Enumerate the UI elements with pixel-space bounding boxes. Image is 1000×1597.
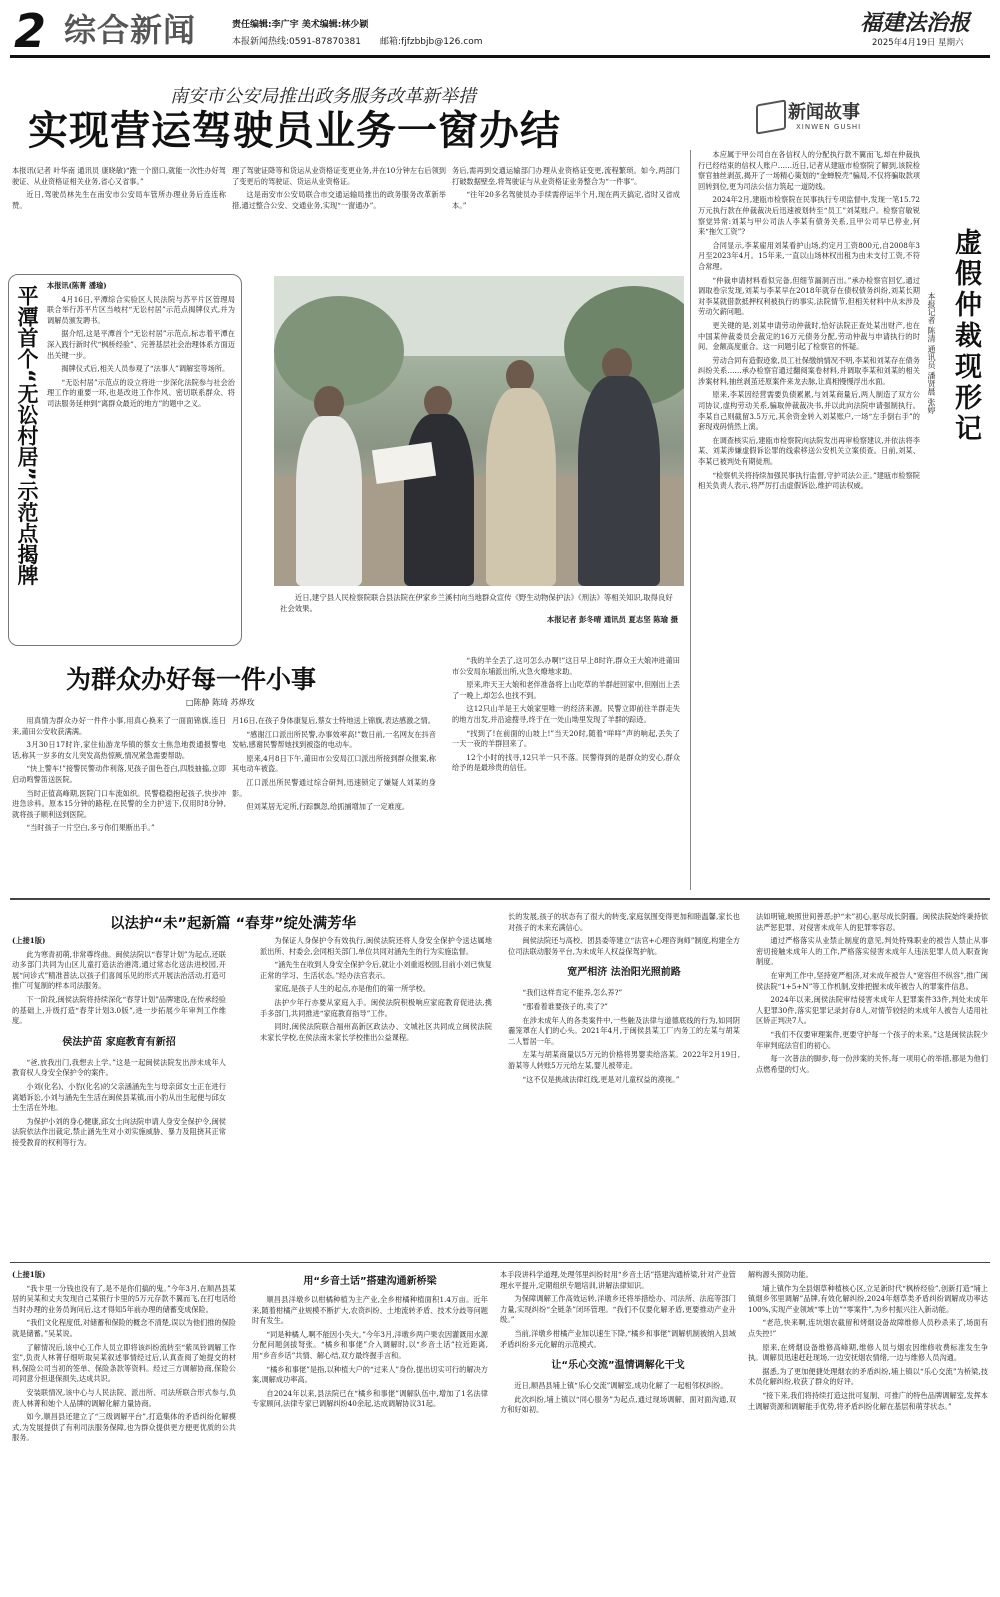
youth-paragraph: 长的发展,孩子的状态有了很大的转变,家庭氛围变得更加和睦温馨,家长也对孩子的未来充满信心。 xyxy=(508,912,740,932)
middle-paragraph: 但刘某居无定所,行踪飘忽,给抓捕增加了一定难度。 xyxy=(246,802,410,812)
middle-paragraph: “感谢江口派出所民警,办事效率高!”数日前,一名网友在抖音发帖,感谢民警帮她找到被盗的电动车。 xyxy=(232,729,436,750)
person-head xyxy=(314,386,344,420)
youth-paragraph: “爸,放我出门,我想去上学。”这是一起闽侯法院发出涉未成年人教育权人身安全保护令的案件。 xyxy=(12,1057,226,1078)
youth-paragraph: 每一次普法的脚步,每一份涉案的关怀,每一项用心的举措,都是为他们点燃希望的灯火。 xyxy=(756,1054,988,1074)
section-divider xyxy=(10,898,990,900)
right-paragraph: “仲裁申请材料看似完备,但细节漏洞百出。”承办检察官回忆,通过调取卷宗发现,刘某与李某早在2018年就存在债权债务纠纷,刘某长期对李某就借款抵押权利被执行的事实,法院情节,但相关材料中从未涉及劳动欠薪问题。 xyxy=(698,275,920,317)
middle-paragraph: “当时孩子一片空白,多亏你们果断出手。” xyxy=(26,823,155,833)
lead-paragraph: “往年20多名驾驶员办手续需停运半个月,现在两天搞定,省时又省成本。” xyxy=(452,190,680,210)
bottom-subhead-1: 用“乡音土话”搭建沟通新桥梁 xyxy=(303,1276,437,1287)
news-story-logo-en: XINWEN GUSHI xyxy=(796,123,862,131)
bottom-paragraph: “接下来,我们将持续打造这批可复制、可推广的特色品牌调解室,发挥本土调解资源和调解能手优势,将矛盾纠纷化解在基层和萌芽状态。” xyxy=(748,1390,988,1411)
middle-col-2 xyxy=(232,716,436,816)
lead-col-3 xyxy=(452,166,680,214)
pingtan-box xyxy=(8,274,242,646)
middle-paragraph: 当时正值高峰期,医院门口车流如织。民警稳稳抱起孩子,快步冲进急诊科。原本15分钟的路程,在民警的全力护送下,仅用时8分钟,就将孩子顺利送到医院。 xyxy=(12,788,226,819)
email: 邮箱:fjfzbbjb@126.com xyxy=(380,37,483,47)
photo-caption xyxy=(280,592,678,625)
bottom-paragraph: 了解情况后,该中心工作人员立即将该纠纷流转至“紫凤铃调解工作室”,负责人林菁仔细听取吴某叙述事情经过后,认真查阅了她提交的材料,保险公司当初的签单、保险条款等资料。经过三方调解协商,保险公司同意分担退保损失,达成共识。 xyxy=(12,1342,236,1384)
right-paragraph: 本应属于甲公司自在各信权人的分配执行款不翼而飞,却在仲裁执行已经结束的信权人账户……近日,记者从建瓯市检察院了解到,该院检察官抽丝剥茧,揭开了一场精心策划的“金蝉脱壳”骗局,不仅将骗取款项回转到位,更为司法公信力筑起一道防线。 xyxy=(698,150,920,191)
lead-kicker: 南安市公安局推出政务服务改革新举措 xyxy=(170,86,476,107)
youth-paragraph: 法如明镜,映照世间善恶;护“未”初心,驱尽成长阴霾。闽侯法院始终秉持依法严惩犯罪、对侵害未成年人的犯罪零容忍。 xyxy=(756,912,988,932)
lead-col-2 xyxy=(232,166,446,214)
bottom-paragraph: 安装联情况,该中心与人民法院、派出所、司法所联合形式参与,负责人林菁和她个人品牌的调解化解力量协商。 xyxy=(12,1387,236,1408)
bottom-left-col-1 xyxy=(12,1270,236,1447)
middle-paragraph: 原来,昨天王大娘和老伴准备将上山吃草的羊群赶回家中,但刚出上丢了一晚上,却怎么也找不到。 xyxy=(452,680,680,700)
youth-subhead-1: 侯法护苗 家庭教育有新招 xyxy=(62,1036,176,1048)
youth-subhead-2: 宽严相济 法治阳光照前路 xyxy=(567,967,681,979)
youth-paragraph: “涵先生在收到人身安全保护令后,就让小刘重返校园,目前小刘已恢复正常的学习、生活状态。”经办法官表示。 xyxy=(260,960,492,980)
pingtan-headline: 平潭首个“无讼村居”示范点揭牌 xyxy=(15,285,39,586)
news-story-logo xyxy=(756,96,896,138)
hotline: 本报新闻热线:0591-87870381 xyxy=(232,37,361,47)
bottom-paragraph: 本手段讲科学道理,处理邻里纠纷时用“乡音土话”搭建沟通桥梁,针对产业管理水平提升,定期组织专题培训,讲解法律知识。 xyxy=(500,1270,736,1290)
book-icon xyxy=(756,99,786,134)
pingtan-body xyxy=(47,281,235,413)
issue-date: 2025年4月19日 星期六 xyxy=(872,38,964,48)
youth-col-2 xyxy=(260,936,492,1046)
header-rule xyxy=(10,55,990,58)
bottom-paragraph: 埔上镇作为全县烟草种植核心区,立足新时代“枫桥经验”,创新打造“埔上镇烟乡邻里调解”品牌,有效化解纠纷,2024年烟草类矛盾纠纷调解成功率达100%,实现产业领域“零上访”“零案件”,为乡村振兴注入新动能。 xyxy=(748,1283,988,1314)
person-figure xyxy=(404,414,474,586)
bottom-paragraph: 据悉,为了更加便捷处理烟农的矛盾纠纷,埔上镇以“乐心交流”为桥梁,技术员化解纠纷,收获了群众的好评。 xyxy=(748,1366,988,1387)
bottom-paragraph: 原来,在烤烟设备维修高峰期,维修人员与烟农因维修收费标准发生争执。调解员迅速赶赴现场,一边安抚烟农情绪,一边与维修人员沟通。 xyxy=(748,1342,988,1363)
bottom-kicker: (上接1版) xyxy=(12,1270,46,1279)
bottom-paragraph: 此次纠纷,埔上镇以“同心服务”为起点,通过现场调解、面对面沟通,双方和好如初。 xyxy=(500,1394,736,1415)
youth-paragraph: “这不仅是挑战法律红线,更是对儿童权益的漠视。” xyxy=(522,1074,680,1084)
section-divider xyxy=(10,1262,990,1263)
youth-paragraph: 2024年以来,闽侯法院审结侵害未成年人犯罪案件33件,判处未成年人犯罪30件,落实犯罪记录封存8人,对情节较轻的未成年人被告人适用社区矫正判决7人。 xyxy=(756,995,988,1026)
bottom-paragraph: 自2024年以来,县法院已在“橘乡和事佬”调解队伍中,增加了1名法律专家顾问,法律专家已调解纠纷40余起,达成调解协议31起。 xyxy=(252,1388,488,1409)
bottom-paragraph: 当前,洋墩乡柑橘产业加以速生下降,“橘乡和事佬”调解机制被纳入县域矛盾纠纷多元化解的示范模式。 xyxy=(500,1328,736,1349)
section-title: 综合新闻 xyxy=(64,11,197,49)
page-number: 2 xyxy=(14,4,47,58)
youth-col-1 xyxy=(12,936,226,1152)
lead-headline: 实现营运驾驶员业务一窗办结 xyxy=(28,108,561,154)
youth-paragraph: 小刘(化名)、小豹(化名)的父亲涵涵先生与母亲邱女士正在进行离婚诉讼,小刘与涵先生生活在闽侯县某镇,而小豹从出生起便与邱女士生活在外地。 xyxy=(12,1081,226,1113)
youth-paragraph: “我们这样肯定不能养,怎么养?” xyxy=(522,988,623,998)
youth-paragraph: 在审判工作中,坚持宽严相济,对未成年被告人“宽容但不纵容”,推广闽侯法院“1+5+N”等工作机制,安排把握未成年被告人的罪案件信息。 xyxy=(756,970,988,991)
middle-paragraph: 用真情为群众办好一件件小事,用真心换来了一面面锦旗,连日来,莆田公安收获满满。 xyxy=(12,716,226,736)
lead-paragraph: 这是南安市公安局联合市交通运输局推出的政务服务改革新举措,通过整合公安、交通业务,实现“一窗通办”。 xyxy=(232,190,446,210)
youth-paragraph: 此为寒青初萌,非常尊终曲。闽侯法院以“春芽计划”为起点,还联动多部门共同为山区儿童打造法治港湾,通过常态化送法进校园,开展“问诊式”精准普法,以孩子们喜闻乐见的形式开展法治活动,打造可推广可复制的样本司法服务。 xyxy=(12,949,226,991)
youth-col-3 xyxy=(508,912,740,1088)
middle-paragraph: “找到了!在前面的山坡上!”当天20时,随着“咩咩”声的响起,丢失了一天一夜的羊群回来了。 xyxy=(452,728,680,749)
youth-paragraph: 同时,闽侯法院联合福州高新区政法办、文城社区共同成立闽侯法院未家长学校,在侯法南未家长学校推出公益课程。 xyxy=(260,1022,492,1042)
youth-paragraph: 闽侯法院还与高校、团县委等建立“法官+心理咨询师”制度,构建全方位司法联动服务平台,为未成年人权益保驾护航。 xyxy=(508,936,740,956)
middle-paragraph: 12个小时的找寻,12只羊一只不落。民警得到的是群众的安心,群众给予的是最珍贵的信任。 xyxy=(452,752,680,773)
youth-paragraph: 为保护小刘的身心健康,邱女士向法院申请人身安全保护令,闽侯法院依法作出裁定,禁止涵先生对小刘实施威胁、暴力及阻挠其正常接受教育的权利等行为。 xyxy=(12,1116,226,1147)
pingtan-paragraph: “无讼村居”示范点的设立将进一步深化法院参与社会治理工作的重要一环,也是改进工作作风、密切联系群众、将司法服务延伸到“离群众最近的地方”的题中之义。 xyxy=(47,377,235,408)
youth-paragraph: 下一阶段,闽侯法院将持续深化“春芽计划”品牌建设,在传承经验的基础上,升级打造“春芽计划3.0版”,进一步拓展少年审判工作维度。 xyxy=(12,994,226,1026)
bottom-subhead-2: 让“乐心交流”温情调解化干戈 xyxy=(551,1360,685,1372)
pingtan-paragraph: 据介绍,这是平潭首个“无讼村居”示范点,标志着平潭在深入践行新时代“枫桥经验”、完善基层社会治理体系方面迈出关键一步。 xyxy=(47,329,235,360)
editors-line: 责任编辑:李广宇 美术编辑:林少颖 xyxy=(232,20,369,30)
middle-headline: 为群众办好每一件小事 xyxy=(66,665,317,694)
right-paragraph: 在调查核实后,建瓯市检察院向法院发出再审检察建议,并依法将李某、刘某涉嫌虚假诉讼罪的线索移送公安机关立案侦查。日前,刘某、李某已被判处有期徒刑。 xyxy=(698,435,920,467)
bottom-mid-col-1 xyxy=(252,1270,488,1413)
youth-paragraph: 为保证人身保护令有效执行,闽侯法院还将人身安全保护令送达属地派出所、村委会,会同相关部门,单位共同对涵先生的行为实施监督。 xyxy=(260,936,492,956)
middle-paragraph: 江口派出所民警通过综合研判,迅速锁定了嫌疑人刘某的身影。 xyxy=(232,777,436,798)
youth-paragraph: 在涉未成年人的各类案件中,一些触及法律与道德底线的行为,如同阴霾笼罩在人们的心头。2021年4月,于闽侯县某工厂内务工的左某与胡某二人暂居一年。 xyxy=(508,1015,740,1046)
middle-paragraph: 3月30日17时许,家住仙游龙华镇的蔡女士焦急地拨通报警电话,称其一岁多的女儿突发高热惊厥,情况紧急需要帮助。 xyxy=(12,740,226,760)
bottom-paragraph: “橘乡和事佬”是指,以种植大户的“过来人”身份,提出切实可行的解决方案,调解成功率高。 xyxy=(252,1364,488,1385)
lead-paragraph: 理了驾驶证降等和货运从业资格证变更业务,并在10分钟左右后领到了变更后的驾驶证、货运从业资格证。 xyxy=(232,166,446,186)
person-figure xyxy=(486,388,556,586)
middle-col-1 xyxy=(12,716,226,837)
right-paragraph: 原来,李某因经营需要负债累累,与刘某商量后,两人制造了双方公司协议,虚构劳动关系,骗取仲裁裁决书,并以此向法院申请强制执行。李某自己则截留3.5万元,其余资金转入刘某账户,一场“左手倒右手”的套现戏码悄然上演。 xyxy=(698,390,920,432)
pingtan-byline: 本报讯(陈菁 潘瑜) xyxy=(47,281,107,290)
column-divider xyxy=(690,150,691,890)
bottom-paragraph: “老范,快来啊,连坑烟农截留和烤烟设备故障维修人员秒杀来了,场面有点失控!” xyxy=(748,1318,988,1338)
right-paragraph: 更关键的是,刘某申请劳动仲裁时,恰好法院正查处某出财产,也在中国某仲裁委员会裁定的16万元债务分配,劳动仲裁与申请执行的时间、金额高度重合。这一问题引起了检察官的怀疑。 xyxy=(698,320,920,352)
pingtan-paragraph: 揭牌仪式后,相关人员参观了“法事人”调解室等场所。 xyxy=(61,364,230,374)
bottom-right-col xyxy=(748,1270,988,1415)
pingtan-paragraph: 4月16日,平潭综合实验区人民法院与苏平片区管理局联合举行苏平片区当岐村“无讼村居”示范点揭牌仪式,并为调解员颁发聘书。 xyxy=(47,294,235,325)
right-paragraph: “检察机关将持续加强民事执行监督,守护司法公正。”建瓯市检察院相关负责人表示,将严厉打击虚假诉讼,维护司法权威。 xyxy=(698,470,920,491)
bottom-paragraph: 近日,顺昌县埔上镇“乐心交流”调解室,成功化解了一起相邻权纠纷。 xyxy=(514,1381,728,1391)
masthead-logo: 福建法治报 xyxy=(860,10,971,36)
middle-paragraph: 原来,4月8日下午,莆田市公安局江口派出所接到群众报案,称其电动车被盗。 xyxy=(232,753,436,774)
bottom-paragraph: “同是种橘人,啊不能因小失大。”今年3月,洋墩乡两户果农因灌溉用水源分配问题剑拔弩张。“橘乡和事佬”介入调解时,以“乡音土话”拉近距离,用“乡音乡话”共情、解心结,双方最终握手言和。 xyxy=(252,1329,488,1360)
photo-caption-text: 近日,建宁县人民检察院联合县法院在伊家乡兰溪村向当地群众宣传《野生动物保护法》《刑法》等相关知识,取得良好社会效果。 xyxy=(280,593,673,613)
youth-kicker: (上接1版) xyxy=(12,936,46,945)
middle-paragraph: 月16日,在孩子身体康复后,蔡女士特地送上锦旗,表达感激之情。 xyxy=(232,716,435,725)
youth-col-4 xyxy=(756,912,988,1078)
news-photo xyxy=(274,276,684,586)
youth-paragraph: “我们不仅要审理案件,更要守护每一个孩子的未来。”这是闽侯法院少年审判庭法官们的初心。 xyxy=(756,1029,988,1050)
lead-col-1 xyxy=(12,166,226,214)
right-paragraph: 劳动合同有造假迹象,员工社保缴纳情况不明,李某和刘某存在债务纠纷关系……承办检察官通过翻阅案卷材料,并调取李某和刘某的相关涉案材料,抽丝剥茧还原案件来龙去脉,让真相慢慢浮出水面。 xyxy=(698,355,920,386)
middle-col-3 xyxy=(452,656,680,777)
lead-paragraph: 近日,驾驶员林先生在南安市公安局车管所办理业务后连连称赞。 xyxy=(12,190,226,210)
bottom-paragraph: “我们文化程度低,对储蓄和保险的概念不清楚,误以为他们推的保险就是储蓄。”吴某说。 xyxy=(12,1318,236,1338)
bottom-paragraph: 为保障调解工作高效运转,洋墩乡还将举措绘办、司法所、法庭等部门力量,实现纠纷“全链条”闭环管理。“我们不仅要化解矛盾,更要推动产业升级。” xyxy=(500,1294,736,1325)
bottom-paragraph: 如今,顺昌县还建立了“三级调解平台”,打造集体的矛盾纠纷化解模式,为发展提供了有利司法服务保障,也为群众提供更方便更优质的公共服务。 xyxy=(12,1412,236,1443)
bottom-mid-col-2 xyxy=(500,1270,736,1419)
lead-paragraph: 本报讯(记者 叶华南 通讯员 康晓敏)“跑一个窗口,就能一次性办好驾驶证、从业资格证相关业务,省心又省事。” xyxy=(12,166,226,186)
middle-paragraph: “我的羊全丢了,这可怎么办啊!”这日早上8时许,群众王大娘冲进莆田市公安局东埔派出所,火急火燎地求助。 xyxy=(452,656,680,676)
middle-byline: □陈静 陈琦 苏烨玫 xyxy=(186,698,255,707)
youth-paragraph: 法护少年行亦要从家庭入手。闽侯法院积极响应家庭教育促进法,携手多部门,共同推进“家庭教育指导”工作。 xyxy=(260,997,492,1018)
bottom-paragraph: 解构源头预防功能。 xyxy=(748,1270,813,1279)
middle-paragraph: 这12只山羊是王大娘家里唯一的经济来源。民警立即前往羊群走失的地方出发,并沿途搜寻,终于在一处山坳里发现了羊群的踪迹。 xyxy=(452,704,680,724)
youth-paragraph: 左某与胡某商量以5万元的价格将男婴卖给洛某。2022年2月19日,游某等人转账5万元给左某,婴儿被带走。 xyxy=(508,1050,740,1070)
right-headline: 虚假仲裁现形记 xyxy=(950,228,981,445)
person-figure xyxy=(578,376,660,586)
right-paragraph: 合同显示,李某雇用刘某看护山场,约定月工资800元,自2008年3月至2023年4月。15年来,一直以山场林权出租为由未支付工资,不符合常理。 xyxy=(698,240,920,271)
youth-paragraph: 通过严格落实从业禁止制度的意见,判处特殊职业的被告人禁止从事密切接触未成年人的工作,严格落实侵害未成年人违法犯罪人员入职查询制度。 xyxy=(756,936,988,967)
lead-paragraph: 务后,需再到交通运输部门办理从业资格证变更,流程繁琐。如今,两部门打破数据壁垒,将驾驶证与从业资格证业务整合为“一件事”。 xyxy=(452,166,680,186)
bottom-paragraph: 顺昌县洋墩乡以柑橘种植为主产业,全乡柑橘种植面积1.4万亩。近年来,随着柑橘产业规模不断扩大,农资纠纷、土地流转矛盾、技术分歧等问题时有发生。 xyxy=(252,1295,488,1326)
photo-credit: 本报记者 彭冬晴 通讯员 夏志坚 陈瑜 摄 xyxy=(546,615,678,624)
right-byline: 本报记者 陈清 通讯员 潘贤晨 张婷 xyxy=(927,292,936,415)
news-story-logo-cn: 新闻故事 xyxy=(788,102,860,123)
youth-paragraph: 家庭,是孩子人生的起点,亦是他们的第一所学校。 xyxy=(274,984,430,994)
right-paragraph: 2024年2月,建瓯市检察院在民事执行专项监督中,发现一笔15.72万元执行款在仲裁裁决后迅速被划转至“员工”刘某账户。检察官敏锐察觉异常:刘某与甲公司法人李某有债务关系,且甲公司早已停业,何来“拖欠工资”? xyxy=(698,195,920,237)
middle-paragraph: “快上警车!”接警民警动作利落,见孩子面色苍白,四肢抽搐,立即启动鸣警笛送医院。 xyxy=(12,764,226,784)
person-figure xyxy=(296,416,362,586)
right-col xyxy=(698,150,920,495)
youth-paragraph: “那看着谁要孩子的,卖了?” xyxy=(522,1001,608,1011)
youth-headline: 以法护“未”起新篇 “春芽”绽处满芳华 xyxy=(110,916,357,932)
bottom-paragraph: “我卡里一分钱也没有了,是不是你们搞的鬼。”今年3月,在顺昌县某居的吴某和丈夫发现自己某银行卡里的5万元存款不翼而飞,在打电话给当时办理的业务员询问后,这才得知5年前办理的储蓄变成保险。 xyxy=(12,1283,236,1314)
